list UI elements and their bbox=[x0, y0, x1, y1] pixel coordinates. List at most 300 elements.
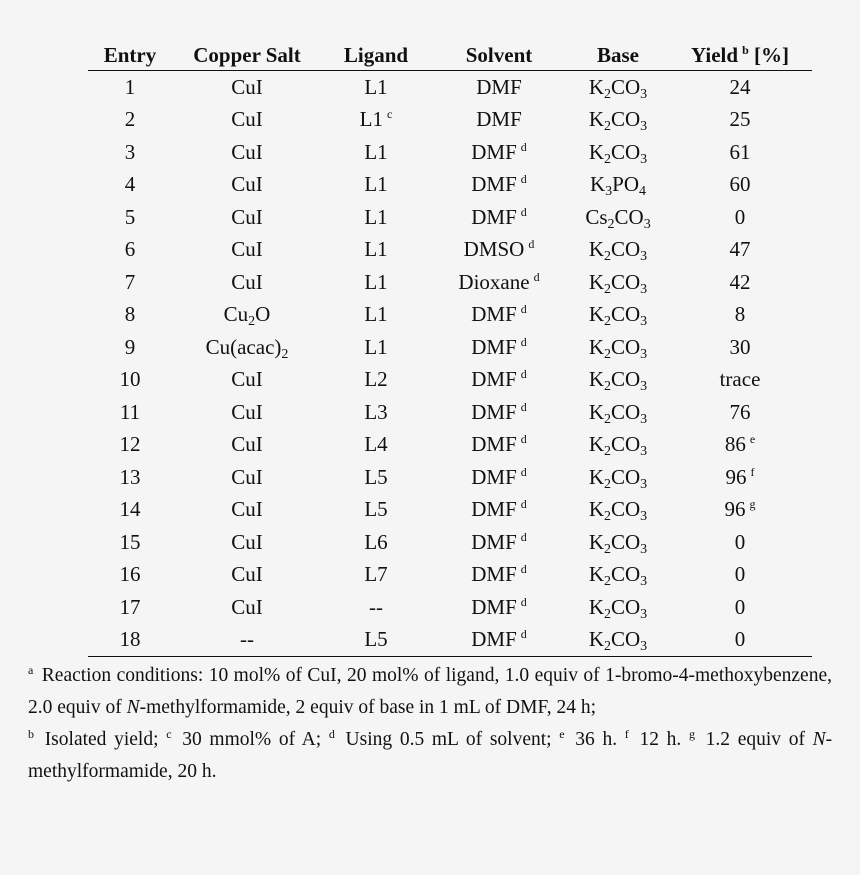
cell-copper-salt bbox=[172, 429, 322, 462]
table-row bbox=[88, 429, 812, 462]
yield-value: 0 bbox=[734, 594, 746, 619]
footnote-a-mark: a bbox=[28, 663, 34, 677]
header-ligand: Ligand bbox=[322, 40, 430, 71]
ligand-value: -- bbox=[369, 594, 383, 619]
base-cation: K bbox=[588, 627, 604, 652]
base-anion: CO bbox=[610, 594, 641, 619]
cell-copper-salt bbox=[172, 71, 322, 104]
table-header-row bbox=[88, 40, 812, 71]
table-row bbox=[88, 136, 812, 169]
base-subscript-2: 3 bbox=[640, 541, 648, 557]
cell-yield bbox=[668, 624, 812, 657]
footnote-e-mark: e bbox=[559, 727, 565, 741]
cell-yield bbox=[668, 559, 812, 592]
cell-base bbox=[568, 201, 668, 234]
cell-copper-salt bbox=[172, 299, 322, 332]
table-row bbox=[88, 461, 812, 494]
footnote-g-tail: -methylformamide, 20 h. bbox=[28, 729, 833, 782]
salt-subscript: 2 bbox=[281, 346, 289, 362]
cell-yield bbox=[668, 266, 812, 299]
yield-value: 47 bbox=[729, 237, 751, 262]
solvent-value: DMF bbox=[471, 627, 517, 652]
footnote-c-text: 30 mmol% of A; bbox=[182, 729, 322, 750]
footnote-b-mark: b bbox=[28, 727, 34, 741]
cell-entry: 12 bbox=[119, 432, 141, 457]
cell-entry: 9 bbox=[124, 334, 136, 359]
solvent-value: DMF bbox=[471, 334, 517, 359]
solvent-value: DMF bbox=[471, 172, 517, 197]
base-cation: K bbox=[588, 269, 604, 294]
salt-main: CuI bbox=[231, 204, 263, 229]
table-row bbox=[88, 396, 812, 429]
base-cation: K bbox=[588, 497, 604, 522]
cell-base bbox=[568, 364, 668, 397]
cell-solvent bbox=[430, 234, 568, 267]
cell-yield bbox=[668, 201, 812, 234]
yield-value: 60 bbox=[729, 172, 751, 197]
yield-footnote-mark: g bbox=[749, 497, 756, 512]
cell-base bbox=[568, 624, 668, 657]
base-cation: K bbox=[588, 594, 604, 619]
table-row bbox=[88, 201, 812, 234]
cell-base bbox=[568, 559, 668, 592]
base-anion: CO bbox=[610, 497, 641, 522]
solvent-footnote-mark: d bbox=[528, 237, 535, 252]
cell-base bbox=[568, 591, 668, 624]
base-subscript-1: 2 bbox=[603, 509, 611, 525]
cell-ligand bbox=[322, 104, 430, 137]
cell-yield bbox=[668, 591, 812, 624]
cell-base bbox=[568, 71, 668, 104]
header-yield bbox=[668, 40, 812, 71]
cell-solvent bbox=[430, 71, 568, 104]
cell-ligand bbox=[322, 396, 430, 429]
ligand-value: L2 bbox=[364, 367, 388, 392]
base-anion: CO bbox=[610, 302, 641, 327]
solvent-value: DMF bbox=[476, 107, 522, 132]
base-anion: CO bbox=[610, 107, 641, 132]
cell-solvent bbox=[430, 526, 568, 559]
cell-entry: 18 bbox=[88, 624, 172, 657]
base-cation: K bbox=[589, 172, 606, 197]
solvent-value: DMF bbox=[476, 74, 522, 99]
salt-main: CuI bbox=[231, 562, 263, 587]
solvent-footnote-mark: d bbox=[520, 562, 527, 577]
base-cation: K bbox=[588, 562, 604, 587]
base-subscript-1: 2 bbox=[603, 346, 611, 362]
cell-entry: 5 bbox=[124, 204, 136, 229]
cell-ligand bbox=[322, 461, 430, 494]
ligand-value: L6 bbox=[364, 529, 388, 554]
salt-main: CuI bbox=[231, 74, 263, 99]
base-subscript-2: 3 bbox=[640, 346, 648, 362]
yield-value: 76 bbox=[729, 399, 751, 424]
cell-ligand bbox=[322, 266, 430, 299]
base-anion: CO bbox=[610, 74, 641, 99]
cell-entry: 10 bbox=[119, 367, 141, 392]
cell-yield bbox=[668, 526, 812, 559]
cell-copper-salt bbox=[172, 331, 322, 364]
solvent-value: DMF bbox=[471, 464, 517, 489]
solvent-value: DMF bbox=[471, 562, 517, 587]
footnote-f-text: 12 h. bbox=[639, 729, 682, 750]
header-base: Base bbox=[568, 40, 668, 71]
cell-solvent bbox=[430, 494, 568, 527]
base-subscript-2: 3 bbox=[640, 411, 648, 427]
ligand-value: L5 bbox=[364, 497, 388, 522]
cell-yield bbox=[668, 104, 812, 137]
salt-main: CuI bbox=[231, 367, 263, 392]
footnote-a-text-tail: -methylformamide, 2 equiv of base in 1 mL of DMF, 24 h; bbox=[139, 697, 597, 718]
base-subscript-1: 2 bbox=[607, 216, 615, 232]
footnote-b-text: Isolated yield; bbox=[44, 729, 159, 750]
base-anion: CO bbox=[610, 432, 641, 457]
header-yield-label: Yield bbox=[691, 42, 739, 67]
salt-main: CuI bbox=[231, 529, 263, 554]
cell-ligand bbox=[322, 201, 430, 234]
base-subscript-1: 2 bbox=[603, 639, 611, 655]
cell-entry: 14 bbox=[119, 497, 141, 522]
reaction-conditions-table bbox=[88, 40, 812, 657]
solvent-footnote-mark: d bbox=[520, 139, 527, 154]
solvent-footnote-mark: d bbox=[520, 334, 527, 349]
cell-yield bbox=[668, 234, 812, 267]
yield-value: 30 bbox=[729, 334, 751, 359]
base-cation: K bbox=[588, 367, 604, 392]
yield-value: 96 bbox=[725, 464, 747, 489]
base-cation: K bbox=[588, 399, 604, 424]
cell-yield bbox=[668, 71, 812, 104]
ligand-value: L1 bbox=[364, 204, 388, 229]
solvent-value: DMSO bbox=[463, 237, 525, 262]
table-row bbox=[88, 331, 812, 364]
cell-ligand bbox=[322, 331, 430, 364]
base-anion: CO bbox=[610, 367, 641, 392]
header-solvent: Solvent bbox=[430, 40, 568, 71]
cell-ligand bbox=[322, 299, 430, 332]
solvent-footnote-mark: d bbox=[520, 627, 527, 642]
yield-value: 61 bbox=[729, 139, 751, 164]
cell-ligand bbox=[322, 559, 430, 592]
base-cation: K bbox=[588, 334, 604, 359]
base-subscript-1: 2 bbox=[603, 606, 611, 622]
yield-value: 8 bbox=[734, 302, 746, 327]
base-cation: K bbox=[588, 237, 604, 262]
base-anion: CO bbox=[610, 269, 641, 294]
cell-yield bbox=[668, 169, 812, 202]
cell-copper-salt bbox=[172, 494, 322, 527]
cell-solvent bbox=[430, 104, 568, 137]
cell-entry: 2 bbox=[124, 107, 136, 132]
salt-main: CuI bbox=[231, 464, 263, 489]
base-cation: K bbox=[588, 74, 604, 99]
solvent-footnote-mark: d bbox=[520, 529, 527, 544]
table-row bbox=[88, 71, 812, 104]
cell-copper-salt bbox=[172, 104, 322, 137]
cell-ligand bbox=[322, 591, 430, 624]
base-subscript-2: 3 bbox=[640, 249, 648, 265]
cell-solvent bbox=[430, 396, 568, 429]
cell-yield bbox=[668, 331, 812, 364]
base-subscript-1: 2 bbox=[603, 151, 611, 167]
solvent-footnote-mark: d bbox=[520, 367, 527, 382]
footnote-d-mark: d bbox=[328, 727, 335, 741]
footnote-f-mark: f bbox=[624, 727, 629, 741]
yield-value: 24 bbox=[729, 74, 751, 99]
footnote-e-text: 36 h. bbox=[575, 729, 618, 750]
cell-ligand bbox=[322, 526, 430, 559]
header-entry: Entry bbox=[88, 40, 172, 71]
table-row bbox=[88, 234, 812, 267]
base-subscript-2: 3 bbox=[640, 574, 648, 590]
yield-value: 96 bbox=[724, 497, 746, 522]
yield-value: 0 bbox=[734, 562, 746, 587]
base-subscript-1: 2 bbox=[603, 411, 611, 427]
cell-solvent bbox=[430, 364, 568, 397]
ligand-value: L1 bbox=[364, 237, 388, 262]
solvent-footnote-mark: d bbox=[520, 464, 527, 479]
salt-main: CuI bbox=[231, 107, 263, 132]
base-subscript-2: 3 bbox=[640, 281, 648, 297]
table-row bbox=[88, 299, 812, 332]
solvent-footnote-mark: d bbox=[520, 497, 527, 512]
base-subscript-1: 2 bbox=[603, 86, 611, 102]
yield-value: 0 bbox=[734, 627, 746, 652]
yield-value: 86 bbox=[724, 432, 746, 457]
base-subscript-2: 3 bbox=[643, 216, 651, 232]
salt-main: Cu(acac) bbox=[205, 334, 282, 359]
ligand-value: L1 bbox=[364, 334, 388, 359]
header-yield-footnote-mark: b bbox=[742, 42, 749, 57]
base-subscript-1: 3 bbox=[605, 184, 613, 200]
base-cation: K bbox=[588, 302, 604, 327]
cell-ligand bbox=[322, 71, 430, 104]
solvent-value: DMF bbox=[471, 432, 517, 457]
base-anion: CO bbox=[610, 334, 641, 359]
footnote-a-italic: N bbox=[126, 697, 140, 718]
table-body bbox=[88, 71, 812, 657]
base-subscript-1: 2 bbox=[603, 249, 611, 265]
table-row bbox=[88, 494, 812, 527]
cell-ligand bbox=[322, 494, 430, 527]
cell-base bbox=[568, 136, 668, 169]
cell-base bbox=[568, 494, 668, 527]
solvent-footnote-mark: d bbox=[520, 302, 527, 317]
cell-ligand bbox=[322, 169, 430, 202]
table-row bbox=[88, 266, 812, 299]
base-subscript-2: 3 bbox=[640, 379, 648, 395]
cell-copper-salt bbox=[172, 136, 322, 169]
salt-main: CuI bbox=[231, 269, 263, 294]
base-subscript-1: 2 bbox=[603, 574, 611, 590]
base-anion: CO bbox=[610, 139, 641, 164]
footnote-a-text: Reaction conditions: 10 mol% of CuI, 20 mol% of ligand, 1.0 equiv of 1-bromo-4-methoxybenzene, 2.0 equiv of bbox=[28, 665, 832, 718]
base-anion: CO bbox=[614, 204, 644, 229]
solvent-value: DMF bbox=[471, 302, 517, 327]
cell-entry: 8 bbox=[124, 302, 136, 327]
cell-copper-salt bbox=[172, 169, 322, 202]
cell-solvent bbox=[430, 429, 568, 462]
cell-base bbox=[568, 299, 668, 332]
cell-base bbox=[568, 266, 668, 299]
cell-solvent bbox=[430, 591, 568, 624]
solvent-footnote-mark: d bbox=[520, 594, 527, 609]
cell-ligand bbox=[322, 624, 430, 657]
table-row bbox=[88, 559, 812, 592]
ligand-value: L1 bbox=[364, 302, 388, 327]
cell-solvent bbox=[430, 169, 568, 202]
cell-copper-salt bbox=[172, 396, 322, 429]
base-subscript-1: 2 bbox=[603, 541, 611, 557]
cell-base bbox=[568, 234, 668, 267]
ligand-value: L4 bbox=[364, 432, 388, 457]
cell-copper-salt bbox=[172, 526, 322, 559]
cell-copper-salt bbox=[172, 364, 322, 397]
cell-ligand bbox=[322, 429, 430, 462]
cell-entry: 4 bbox=[124, 172, 136, 197]
base-subscript-2: 3 bbox=[640, 639, 648, 655]
base-anion: CO bbox=[610, 399, 641, 424]
ligand-value: L5 bbox=[364, 464, 388, 489]
cell-entry: 17 bbox=[119, 594, 141, 619]
cell-copper-salt bbox=[172, 201, 322, 234]
salt-main: CuI bbox=[231, 237, 263, 262]
solvent-value: DMF bbox=[471, 594, 517, 619]
cell-solvent bbox=[430, 299, 568, 332]
cell-ligand bbox=[322, 234, 430, 267]
cell-solvent bbox=[430, 201, 568, 234]
base-anion: CO bbox=[610, 237, 641, 262]
base-cation: K bbox=[588, 139, 604, 164]
cell-yield bbox=[668, 136, 812, 169]
cell-yield bbox=[668, 461, 812, 494]
cell-solvent bbox=[430, 461, 568, 494]
cell-entry: 7 bbox=[124, 269, 136, 294]
salt-main: CuI bbox=[231, 497, 263, 522]
cell-yield bbox=[668, 364, 812, 397]
cell-yield bbox=[668, 494, 812, 527]
cell-copper-salt bbox=[172, 461, 322, 494]
yield-value: 0 bbox=[734, 204, 746, 229]
footnote-c-mark: c bbox=[166, 727, 172, 741]
solvent-footnote-mark: d bbox=[520, 204, 527, 219]
header-yield-unit: [%] bbox=[754, 42, 789, 67]
cell-entry: 13 bbox=[119, 464, 141, 489]
yield-value: trace bbox=[719, 367, 761, 392]
base-subscript-1: 2 bbox=[603, 379, 611, 395]
base-subscript-1: 2 bbox=[603, 444, 611, 460]
ligand-value: L1 bbox=[359, 107, 383, 132]
solvent-footnote-mark: d bbox=[533, 269, 540, 284]
base-anion: CO bbox=[610, 464, 641, 489]
base-anion: PO bbox=[612, 172, 640, 197]
solvent-value: DMF bbox=[471, 139, 517, 164]
yield-value: 42 bbox=[729, 269, 751, 294]
base-anion: CO bbox=[610, 627, 641, 652]
salt-main: CuI bbox=[231, 399, 263, 424]
solvent-value: DMF bbox=[471, 497, 517, 522]
ligand-value: L5 bbox=[364, 627, 388, 652]
base-subscript-2: 3 bbox=[640, 509, 648, 525]
base-subscript-1: 2 bbox=[603, 119, 611, 135]
yield-footnote-mark: f bbox=[750, 464, 755, 479]
base-subscript-2: 4 bbox=[639, 184, 647, 200]
ligand-value: L1 bbox=[364, 172, 388, 197]
base-anion: CO bbox=[610, 562, 641, 587]
solvent-footnote-mark: d bbox=[520, 399, 527, 414]
table-row bbox=[88, 104, 812, 137]
cell-copper-salt bbox=[172, 559, 322, 592]
solvent-value: DMF bbox=[471, 529, 517, 554]
cell-ligand bbox=[322, 364, 430, 397]
footnote-g-mark: g bbox=[688, 727, 695, 741]
salt-main: CuI bbox=[231, 139, 263, 164]
base-subscript-2: 3 bbox=[640, 444, 648, 460]
base-subscript-2: 3 bbox=[640, 606, 648, 622]
salt-main: Cu bbox=[223, 302, 249, 327]
yield-value: 25 bbox=[729, 107, 751, 132]
ligand-footnote-mark: c bbox=[387, 107, 393, 122]
cell-copper-salt bbox=[172, 266, 322, 299]
yield-footnote-mark: e bbox=[749, 432, 756, 447]
base-cation: Cs bbox=[585, 204, 608, 229]
table-row bbox=[88, 364, 812, 397]
ligand-value: L1 bbox=[364, 139, 388, 164]
base-cation: K bbox=[588, 432, 604, 457]
cell-entry: 15 bbox=[119, 529, 141, 554]
cell-copper-salt bbox=[172, 624, 322, 657]
cell-solvent bbox=[430, 266, 568, 299]
cell-solvent bbox=[430, 624, 568, 657]
cell-base bbox=[568, 104, 668, 137]
cell-entry: 11 bbox=[119, 399, 141, 424]
cell-solvent bbox=[430, 559, 568, 592]
cell-entry: 1 bbox=[124, 74, 136, 99]
table-row bbox=[88, 169, 812, 202]
cell-base bbox=[568, 169, 668, 202]
cell-entry: 16 bbox=[119, 562, 141, 587]
footnote-g-italic: N bbox=[812, 729, 826, 750]
cell-base bbox=[568, 461, 668, 494]
footnote-g-text: 1.2 equiv of bbox=[705, 729, 805, 750]
salt-subscript: 2 bbox=[248, 314, 256, 330]
ligand-value: L1 bbox=[364, 269, 388, 294]
salt-main: CuI bbox=[231, 594, 263, 619]
cell-entry: 6 bbox=[124, 237, 136, 262]
cell-ligand bbox=[322, 136, 430, 169]
cell-base bbox=[568, 526, 668, 559]
solvent-value: DMF bbox=[471, 204, 517, 229]
ligand-value: L7 bbox=[364, 562, 388, 587]
salt-tail: O bbox=[255, 302, 271, 327]
solvent-value: Dioxane bbox=[458, 269, 530, 294]
cell-yield bbox=[668, 299, 812, 332]
salt-main: CuI bbox=[231, 172, 263, 197]
base-subscript-2: 3 bbox=[640, 119, 648, 135]
base-subscript-2: 3 bbox=[640, 314, 648, 330]
base-cation: K bbox=[588, 529, 604, 554]
cell-copper-salt bbox=[172, 591, 322, 624]
table-footnotes bbox=[28, 660, 832, 788]
base-subscript-2: 3 bbox=[640, 476, 648, 492]
solvent-value: DMF bbox=[471, 399, 517, 424]
cell-base bbox=[568, 429, 668, 462]
solvent-footnote-mark: d bbox=[520, 172, 527, 187]
salt-main: CuI bbox=[231, 432, 263, 457]
cell-copper-salt bbox=[172, 234, 322, 267]
ligand-value: L1 bbox=[364, 74, 388, 99]
cell-solvent bbox=[430, 136, 568, 169]
